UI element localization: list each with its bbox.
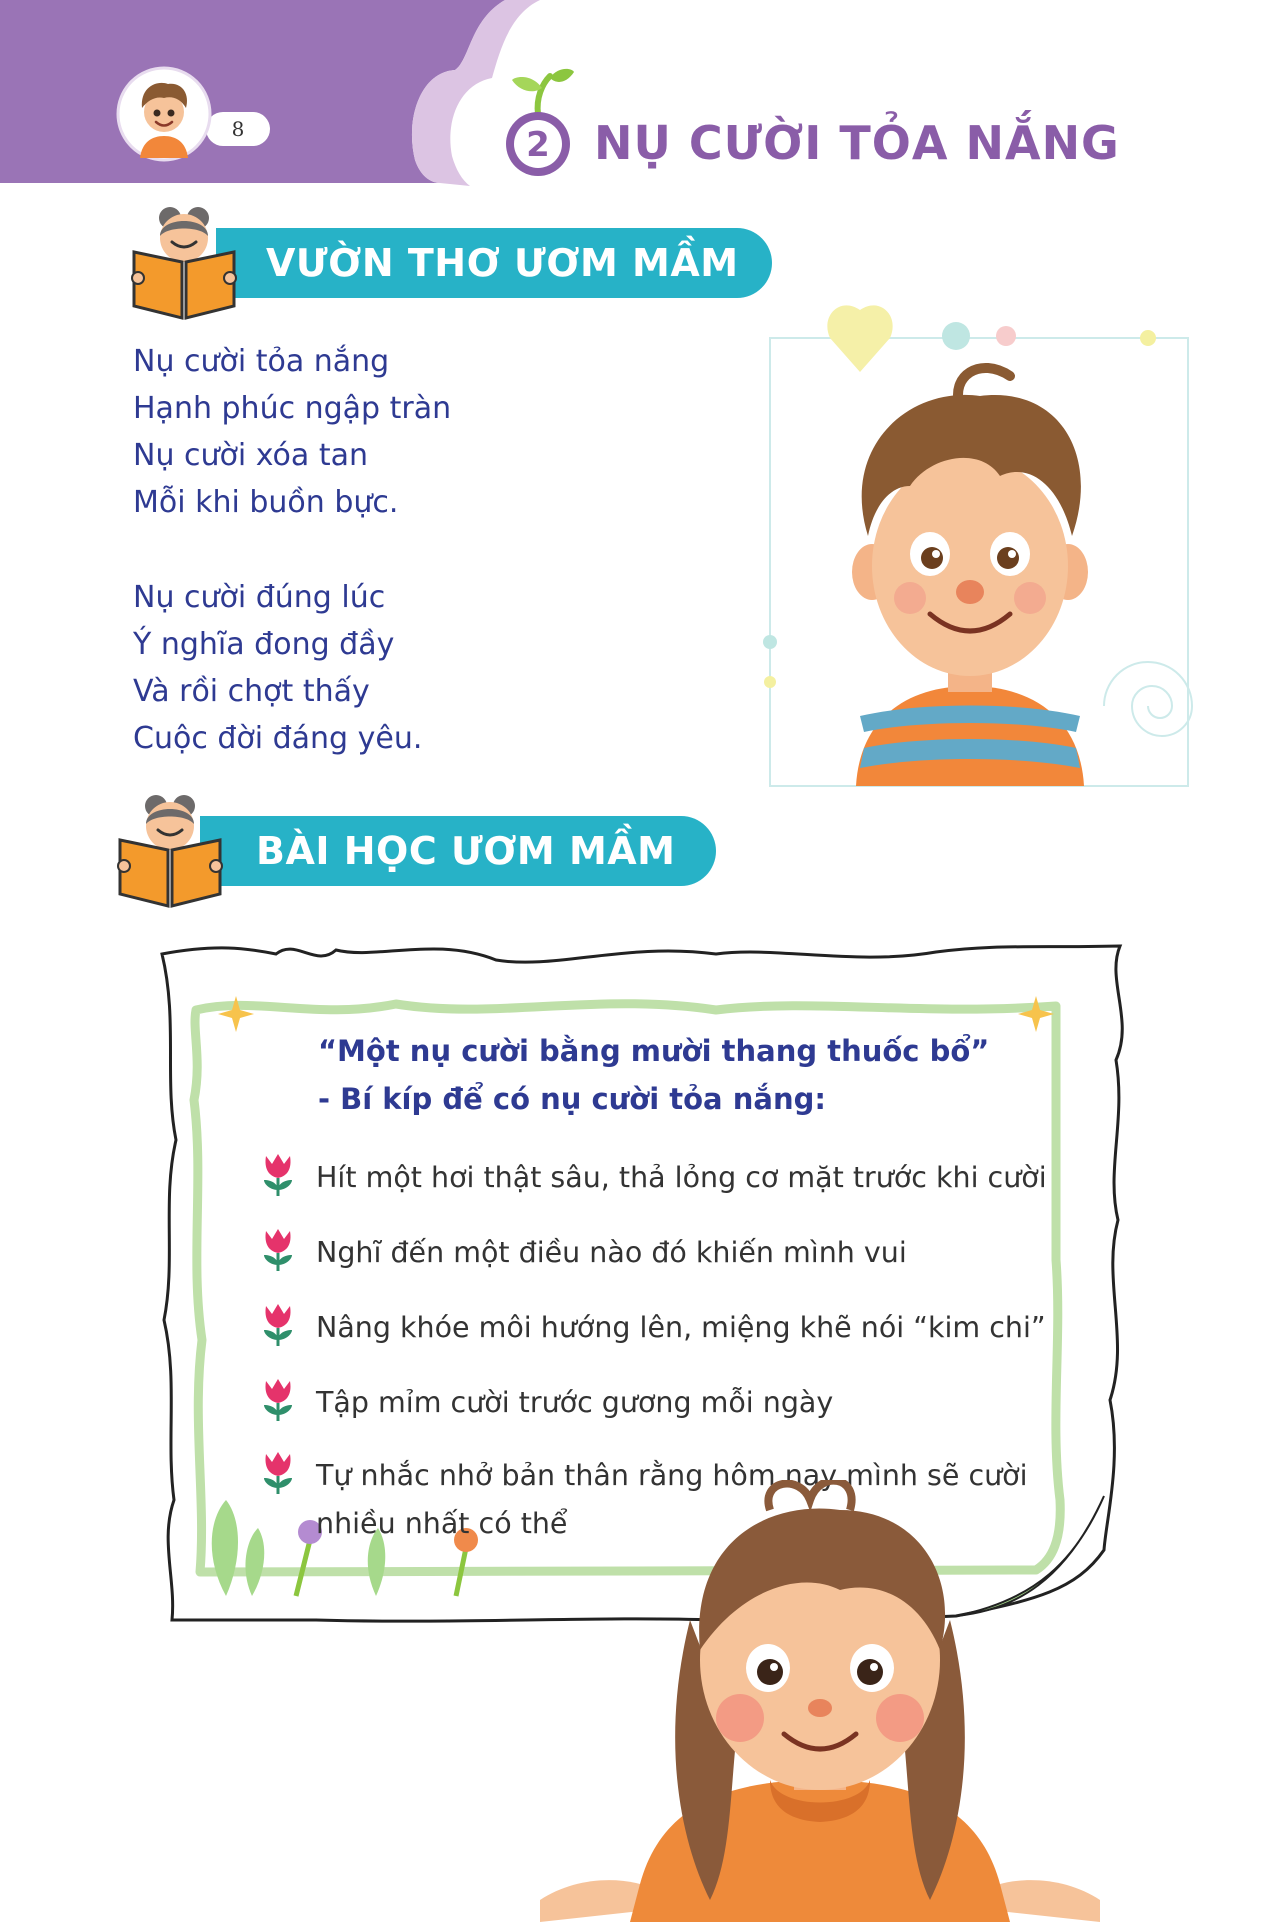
- tulip-icon: [258, 1150, 298, 1198]
- poem-line: Nụ cười đúng lúc: [133, 580, 386, 615]
- lesson-number: 2: [526, 125, 550, 165]
- tip-text: Hít một hơi thật sâu, thả lỏng cơ mặt trước khi cười: [316, 1161, 1047, 1194]
- reading-girl-icon: [110, 788, 230, 908]
- tip-text: Nâng khóe môi hướng lên, miệng khẽ nói “kim chi”: [316, 1311, 1046, 1344]
- quote-text: “Một nụ cười bằng mười thang thuốc bổ”: [318, 1034, 990, 1068]
- poem-line: Hạnh phúc ngập tràn: [133, 391, 452, 426]
- tip-text: Nghĩ đến một điều nào đó khiến mình vui: [316, 1236, 907, 1269]
- section-title-lesson: BÀI HỌC ƯƠM MẦM: [200, 816, 716, 886]
- tip-text: nhiều nhất có thể: [316, 1507, 568, 1540]
- tulip-icon: [258, 1225, 298, 1273]
- quote-subtitle: - Bí kíp để có nụ cười tỏa nắng:: [318, 1082, 826, 1116]
- poem-line: Nụ cười xóa tan: [133, 438, 368, 473]
- avatar-boy-icon: [116, 66, 212, 162]
- tulip-icon: [258, 1300, 298, 1348]
- poem-line: Mỗi khi buồn bực.: [133, 485, 399, 520]
- section-title-poem: VƯỜN THƠ ƯƠM MẦM: [216, 228, 772, 298]
- poem-line: Cuộc đời đáng yêu.: [133, 721, 423, 756]
- girl-illustration: [540, 1480, 1100, 1922]
- poem-line: Nụ cười tỏa nắng: [133, 344, 390, 379]
- poem-line: Và rồi chợt thấy: [133, 674, 370, 709]
- boy-illustration: [760, 286, 1230, 796]
- sprout-icon: [502, 62, 574, 180]
- tip-text: Tập mỉm cười trước gương mỗi ngày: [316, 1386, 834, 1419]
- lesson-title: NỤ CƯỜI TỎA NẮNG: [594, 116, 1120, 170]
- page-number: 8: [206, 112, 270, 146]
- reading-girl-icon: [124, 200, 244, 320]
- tulip-icon: [258, 1375, 298, 1423]
- tulip-icon: [258, 1448, 298, 1496]
- tip-text: Tự nhắc nhở bản thân rằng hôm nay mình sẽ cười: [316, 1459, 1028, 1492]
- poem-line: Ý nghĩa đong đầy: [133, 627, 395, 662]
